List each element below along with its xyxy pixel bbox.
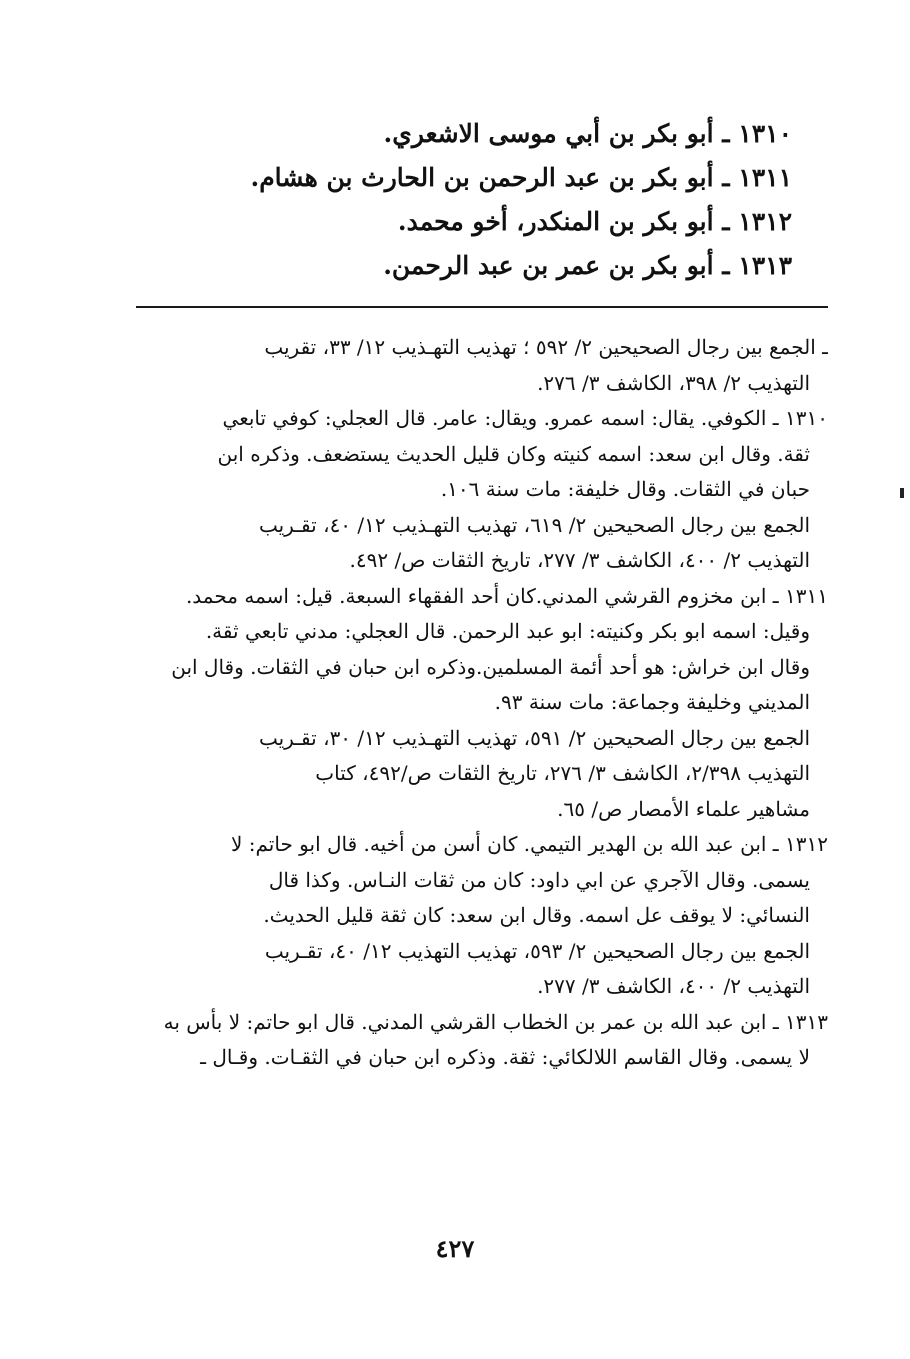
footnote-line: ثقة. وقال ابن سعد: اسمه كنيته وكان قليل الحديث يستضعف. وذكره ابن xyxy=(217,441,810,466)
footnote-line: النسائي: لا يوقف عل اسمه. وقال ابن سعد: كان ثقة قليل الحديث. xyxy=(263,903,810,927)
footnote-line: التهذيب ٢/٣٩٨، الكاشف ٣/ ٢٧٦، تاريخ الثقات ص/٤٩٢، كتاب xyxy=(315,761,810,785)
footnotes xyxy=(128,330,828,1076)
footnote-1311 xyxy=(128,579,828,828)
footnote-line: ١٣١١ ـ ابن مخزوم القرشي المدني.كان أحد الفقهاء السبعة. قيل: اسمه محمد. xyxy=(185,583,828,608)
page-number: ٤٢٧ xyxy=(435,1234,475,1263)
footnote-line: الجمع بين رجال الصحيحين ٢/ ٥٩٣، تهذيب التهذيب ١٢/ ٤٠، تقـريب xyxy=(264,938,810,963)
footnote-line: ١٣١٣ ـ ابن عبد الله بن عمر بن الخطاب القرشي المدني. قال ابو حاتم: لا بأس به xyxy=(163,1009,828,1034)
footnote-line: التهذيب ٢/ ٤٠٠، الكاشف ٣/ ٢٧٧، تاريخ الثقات ص/ ٤٩٢. xyxy=(349,548,810,572)
footnote-1310 xyxy=(128,401,828,579)
footnote-line: الجمع بين رجال الصحيحين ٢/ ٥٩١، تهذيب التهـذيب ١٢/ ٣٠، تقـريب xyxy=(258,725,810,750)
footnote-line: ١٣١٢ ـ ابن عبد الله بن الهدير التيمي. كان أسن من أخيه. قال ابو حاتم: لا xyxy=(230,832,828,856)
footnote-line: مشاهير علماء الأمصار ص/ ٦٥. xyxy=(557,796,810,821)
footnote-divider xyxy=(136,306,828,308)
footnote-1313 xyxy=(128,1005,828,1076)
footnote-line: حبان في الثقات. وقال خليفة: مات سنة ١٠٦. xyxy=(440,477,810,501)
entry-1311: ١٣١١ ـ أبو بكر بن عبد الرحمن بن الحارث بن هشام. xyxy=(250,163,792,192)
entry-1312: ١٣١٢ ـ أبو بكر بن المنكدر، أخو محمد. xyxy=(397,207,792,236)
footnote-line: التهذيب ٢/ ٤٠٠، الكاشف ٣/ ٢٧٧. xyxy=(537,974,810,998)
footnote-line: لا يسمى. وقال القاسم اللالكائي: ثقة. وذكره ابن حبان في الثقـات. وقـال ـ xyxy=(200,1045,810,1069)
footnote-line: وقال ابن خراش: هو أحد أئمة المسلمين.وذكره ابن حبان في الثقات. وقال ابن xyxy=(171,654,810,679)
margin-mark xyxy=(900,488,904,498)
footnote-line: يسمى. وقال الآجري عن ابي داود: كان من ثقات النـاس. وكذا قال xyxy=(268,867,810,892)
footnote-1312 xyxy=(128,827,828,1005)
footnote-line: الجمع بين رجال الصحيحين ٢/ ٦١٩، تهذيب التهـذيب ١٢/ ٤٠، تقـريب xyxy=(258,512,810,537)
footnote-intro xyxy=(128,330,828,401)
footnote-line: ـ الجمع بين رجال الصحيحين ٢/ ٥٩٢ ؛ تهذيب التهـذيب ١٢/ ٣٣، تقريب xyxy=(264,335,828,359)
footnote-line: المديني وخليفة وجماعة: مات سنة ٩٣. xyxy=(494,690,810,714)
entry-1310: ١٣١٠ ـ أبو بكر بن أبي موسى الاشعري. xyxy=(383,119,792,148)
footnote-line: وقيل: اسمه ابو بكر وكنيته: ابو عبد الرحمن. قال العجلي: مدني تابعي ثقة. xyxy=(205,619,810,643)
entry-1313: ١٣١٣ ـ أبو بكر بن عمر بن عبد الرحمن. xyxy=(383,251,792,280)
entry-list xyxy=(232,112,792,288)
footnote-line: التهذيب ٢/ ٣٩٨، الكاشف ٣/ ٢٧٦. xyxy=(537,370,810,395)
footnote-line: ١٣١٠ ـ الكوفي. يقال: اسمه عمرو. ويقال: عامر. قال العجلي: كوفي تابعي xyxy=(222,406,828,430)
